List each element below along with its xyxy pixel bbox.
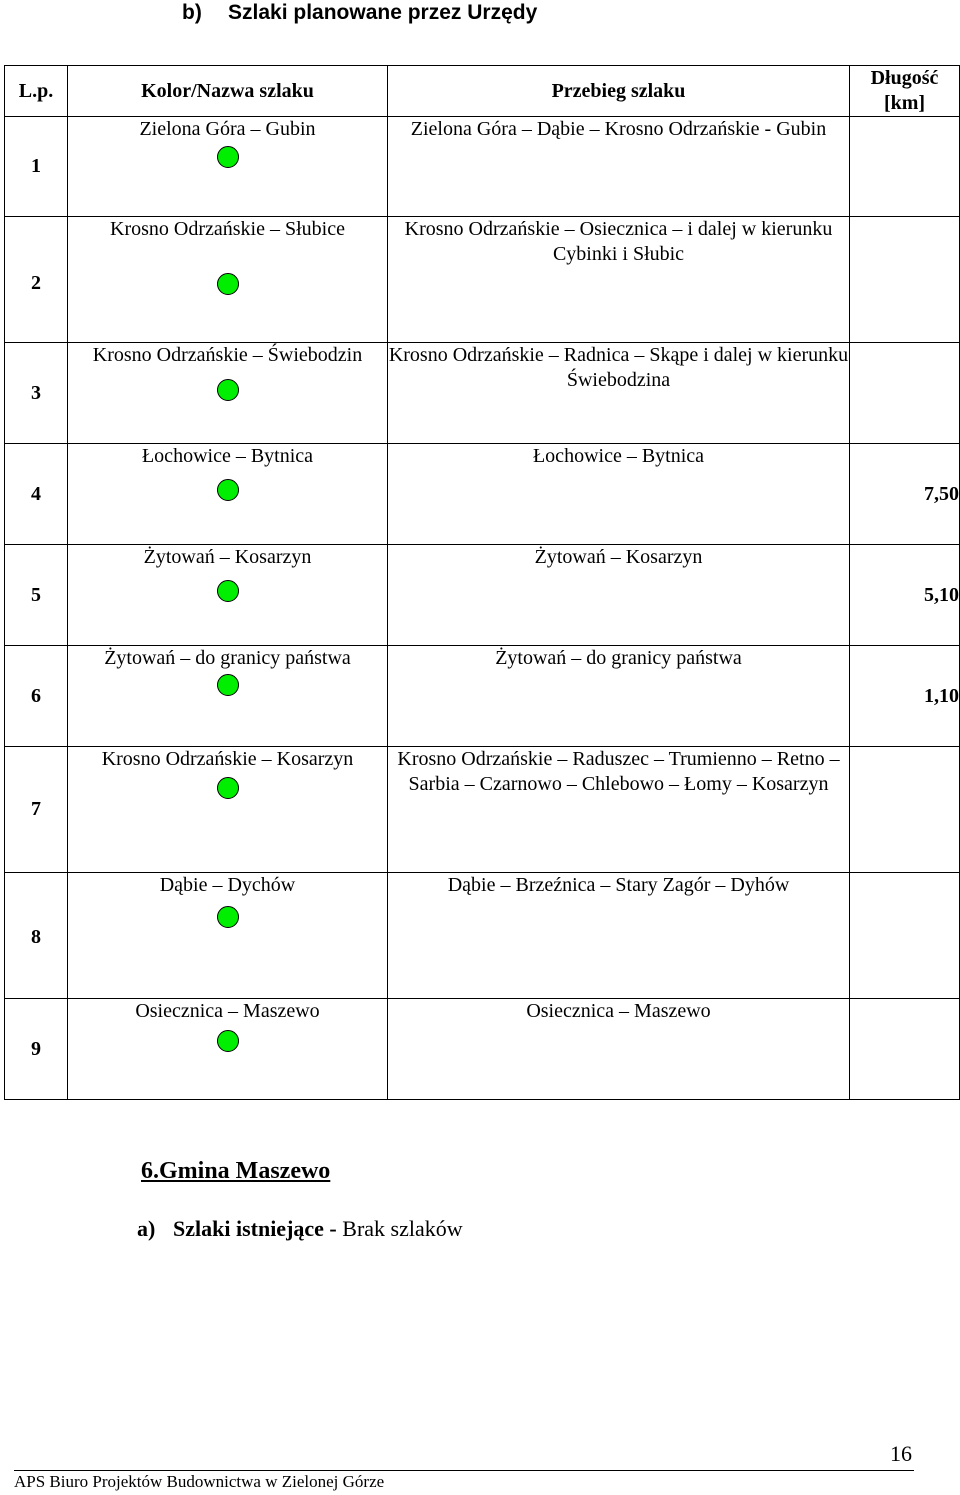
trail-name: Krosno Odrzańskie – Słubice [110,218,345,240]
section-6-title: 6.Gmina Maszewo [141,1158,331,1184]
subsection-letter: a) [137,1216,156,1241]
green-trail-marker-icon [217,146,239,168]
trail-route: Żytowań – Kosarzyn [388,545,850,646]
trails-table [4,65,960,1100]
table-row [5,217,960,343]
row-number: 9 [5,999,68,1100]
green-trail-marker-icon [217,674,239,696]
trail-length: 7,50 [850,444,960,545]
table-row [5,747,960,873]
trail-name-cell [68,747,388,873]
trail-name: Łochowice – Bytnica [141,445,314,467]
row-number: 7 [5,747,68,873]
header-route: Przebieg szlaku [388,66,850,117]
table-row [5,873,960,999]
trail-name-cell [68,217,388,343]
header-length-line2: [km] [883,92,926,114]
table-row [5,545,960,646]
trail-route: Krosno Odrzańskie – Osiecznica – i dalej w kierunku Cybinki i Słubic [388,217,850,343]
green-trail-marker-icon [217,379,239,401]
row-number: 4 [5,444,68,545]
table-row [5,117,960,217]
trail-name-cell [68,444,388,545]
green-trail-marker-icon [217,273,239,295]
row-number: 5 [5,545,68,646]
trail-length [850,999,960,1100]
page-number: 16 [890,1441,912,1466]
trail-route: Łochowice – Bytnica [388,444,850,545]
table-row [5,343,960,444]
table-header-row [5,66,960,117]
trail-route: Krosno Odrzańskie – Radnica – Skąpe i dalej w kierunku Świebodzina [388,343,850,444]
row-number: 1 [5,117,68,217]
trail-length [850,747,960,873]
row-number: 8 [5,873,68,999]
trail-route: Osiecznica – Maszewo [388,999,850,1100]
trail-name-cell [68,646,388,747]
table-row [5,646,960,747]
trail-route: Krosno Odrzańskie – Raduszec – Trumienno – Retno – Sarbia – Czarnowo – Chlebowo – Łomy – Kosarzyn [388,747,850,873]
trail-length [850,117,960,217]
trail-length: 5,10 [850,545,960,646]
trail-name: Zielona Góra – Gubin [139,118,316,140]
header-lp: L.p. [5,66,68,117]
trail-name-cell [68,343,388,444]
row-number: 2 [5,217,68,343]
trail-name: Żytowań – Kosarzyn [143,546,312,568]
trail-name-cell [68,873,388,999]
subsection-label: Szlaki istniejące - [173,1216,337,1241]
table-row [5,999,960,1100]
green-trail-marker-icon [217,906,239,928]
table-row [5,444,960,545]
trail-name-cell [68,999,388,1100]
trail-name: Osiecznica – Maszewo [135,1000,320,1022]
footer-divider [14,1470,914,1471]
trail-route: Żytowań – do granicy państwa [388,646,850,747]
green-trail-marker-icon [217,1030,239,1052]
trail-length [850,343,960,444]
trail-name: Krosno Odrzańskie – Świebodzin [92,344,363,366]
subsection-existing-trails [137,1215,463,1243]
trail-length [850,873,960,999]
trail-name-cell [68,117,388,217]
header-name: Kolor/Nazwa szlaku [68,66,388,117]
trail-route: Zielona Góra – Dąbie – Krosno Odrzańskie - Gubin [388,117,850,217]
green-trail-marker-icon [217,580,239,602]
trail-name-cell [68,545,388,646]
trail-name: Dąbie – Dychów [159,874,296,896]
trail-length [850,217,960,343]
section-title: Szlaki planowane przez Urzędy [228,1,538,24]
section-heading-b [182,0,537,26]
row-number: 3 [5,343,68,444]
green-trail-marker-icon [217,777,239,799]
section-letter: b) [182,1,202,24]
header-length-line1: Długość [870,67,939,89]
row-number: 6 [5,646,68,747]
trail-length: 1,10 [850,646,960,747]
subsection-value: Brak szlaków [342,1216,463,1241]
footer-text: APS Biuro Projektów Budownictwa w Zielonej Górze [14,1472,385,1491]
trail-name: Żytowań – do granicy państwa [104,647,351,669]
trail-route: Dąbie – Brzeźnica – Stary Zagór – Dyhów [388,873,850,999]
header-length [850,66,960,117]
trail-name: Krosno Odrzańskie – Kosarzyn [101,748,354,770]
green-trail-marker-icon [217,479,239,501]
